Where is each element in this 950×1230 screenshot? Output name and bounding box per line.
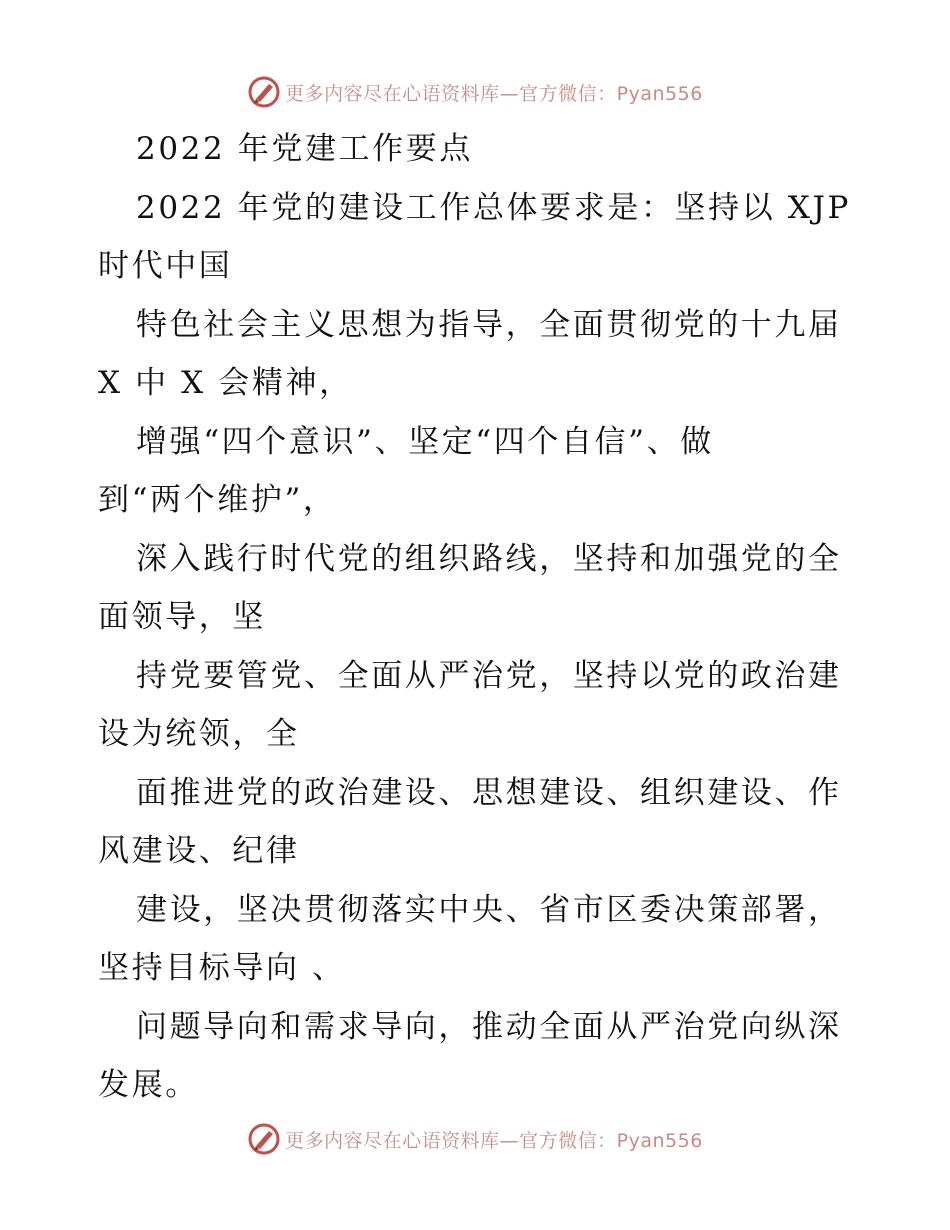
footer-watermark xyxy=(0,1119,950,1159)
paragraph-line: X 中 X 会精神， xyxy=(98,365,353,401)
paragraph-line: 设为统领，全 xyxy=(98,716,300,752)
paragraph-line: 2022 年党的建设工作总体要求是：坚持以 XJP xyxy=(136,189,851,226)
pen-seal-icon xyxy=(247,1122,281,1156)
header-watermark xyxy=(0,72,950,112)
document-body xyxy=(98,120,858,1115)
paragraph-line: 面领导，坚 xyxy=(98,599,266,635)
paragraph-line: 问题导向和需求导向，推动全面从严治党向纵深 xyxy=(136,1008,842,1045)
paragraph-line: 坚持目标导向 、 xyxy=(98,950,346,986)
pen-seal-icon xyxy=(247,75,281,109)
watermark-text: 更多内容尽在心语资料库—官方微信：Pyan556 xyxy=(285,1129,703,1152)
paragraph-line: 到“两个维护”， xyxy=(98,482,337,518)
paragraph-line: 风建设、纪律 xyxy=(98,833,300,869)
paragraph-line: 时代中国 xyxy=(98,248,233,284)
paragraph-line: 发展。 xyxy=(98,1067,199,1103)
document-title: 2022 年党建工作要点 xyxy=(136,131,473,167)
paragraph-line: 特色社会主义思想为指导，全面贯彻党的十九届 xyxy=(136,306,842,343)
paragraph-line: 增强“四个意识”、坚定“四个自信”、做 xyxy=(136,423,714,460)
watermark-text: 更多内容尽在心语资料库—官方微信：Pyan556 xyxy=(285,82,703,105)
paragraph-line: 持党要管党、全面从严治党，坚持以党的政治建 xyxy=(136,657,842,694)
paragraph-line: 建设，坚决贯彻落实中央、省市区委决策部署， xyxy=(136,891,842,928)
paragraph-line: 深入践行时代党的组织路线，坚持和加强党的全 xyxy=(136,540,842,577)
paragraph-line: 面推进党的政治建设、思想建设、组织建设、作 xyxy=(136,774,842,811)
